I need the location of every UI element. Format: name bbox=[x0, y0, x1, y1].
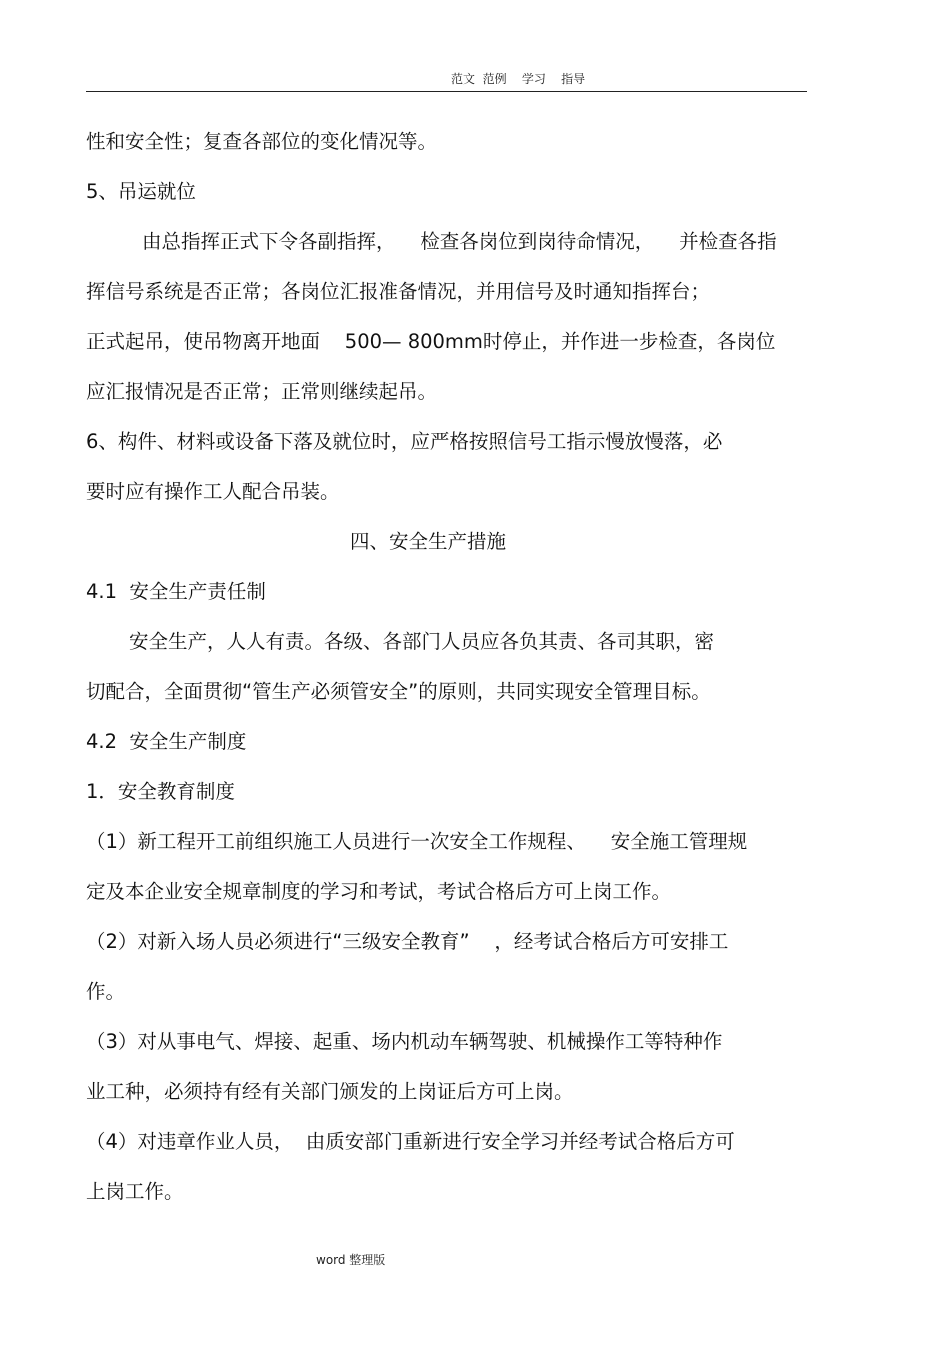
list-item: （4）对违章作业人员， 由质安部门重新进行安全学习并经考试合格后方可 bbox=[86, 1130, 735, 1153]
body-line: 应汇报情况是否正常；正常则继续起吊。 bbox=[86, 380, 438, 403]
header-rule bbox=[86, 91, 807, 92]
body-line: 安全生产，人人有责。各级、各部门人员应各负其责、各司其职，密 bbox=[129, 630, 715, 653]
list-item: （1）新工程开工前组织施工人员进行一次安全工作规程、 安全施工管理规 bbox=[86, 830, 748, 853]
list-item: （2）对新入场人员必须进行“三级安全教育” ，经考试合格后方可安排工 bbox=[86, 930, 729, 953]
body-line: 挥信号系统是否正常；各岗位汇报准备情况，并用信号及时通知指挥台； bbox=[86, 280, 711, 303]
body-line: 要时应有操作工人配合吊装。 bbox=[86, 480, 340, 503]
subsection-heading: 1．安全教育制度 bbox=[86, 780, 235, 803]
list-item-continuation: 作。 bbox=[86, 980, 126, 1003]
page-footer: word 整理版 bbox=[316, 1253, 386, 1267]
header-text: 范文 范例 学习 指导 bbox=[451, 72, 586, 86]
list-item: （3）对从事电气、焊接、起重、场内机动车辆驾驶、机械操作工等特种作 bbox=[86, 1030, 723, 1053]
list-item-continuation: 上岗工作。 bbox=[86, 1180, 184, 1203]
list-item-continuation: 定及本企业安全规章制度的学习和考试，考试合格后方可上岗工作。 bbox=[86, 880, 672, 903]
list-item-continuation: 业工种，必须持有经有关部门颁发的上岗证后方可上岗。 bbox=[86, 1080, 574, 1103]
section-heading: 4.1 安全生产责任制 bbox=[86, 580, 266, 603]
body-line: 切配合，全面贯彻“管生产必须管安全”的原则，共同实现安全管理目标。 bbox=[86, 680, 711, 703]
chapter-title: 四、安全生产措施 bbox=[350, 530, 507, 553]
body-line: 由总指挥正式下令各副指挥， 检查各岗位到岗待命情况， 并检查各指 bbox=[142, 230, 777, 253]
body-line: 正式起吊，使吊物离开地面 500— 800mm时停止，并作进一步检查，各岗位 bbox=[86, 330, 776, 353]
body-line: 性和安全性；复查各部位的变化情况等。 bbox=[86, 130, 438, 153]
body-line: 6、构件、材料或设备下落及就位时，应严格按照信号工指示慢放慢落，必 bbox=[86, 430, 723, 453]
section-heading: 4.2 安全生产制度 bbox=[86, 730, 247, 753]
section-heading: 5、吊运就位 bbox=[86, 180, 196, 203]
